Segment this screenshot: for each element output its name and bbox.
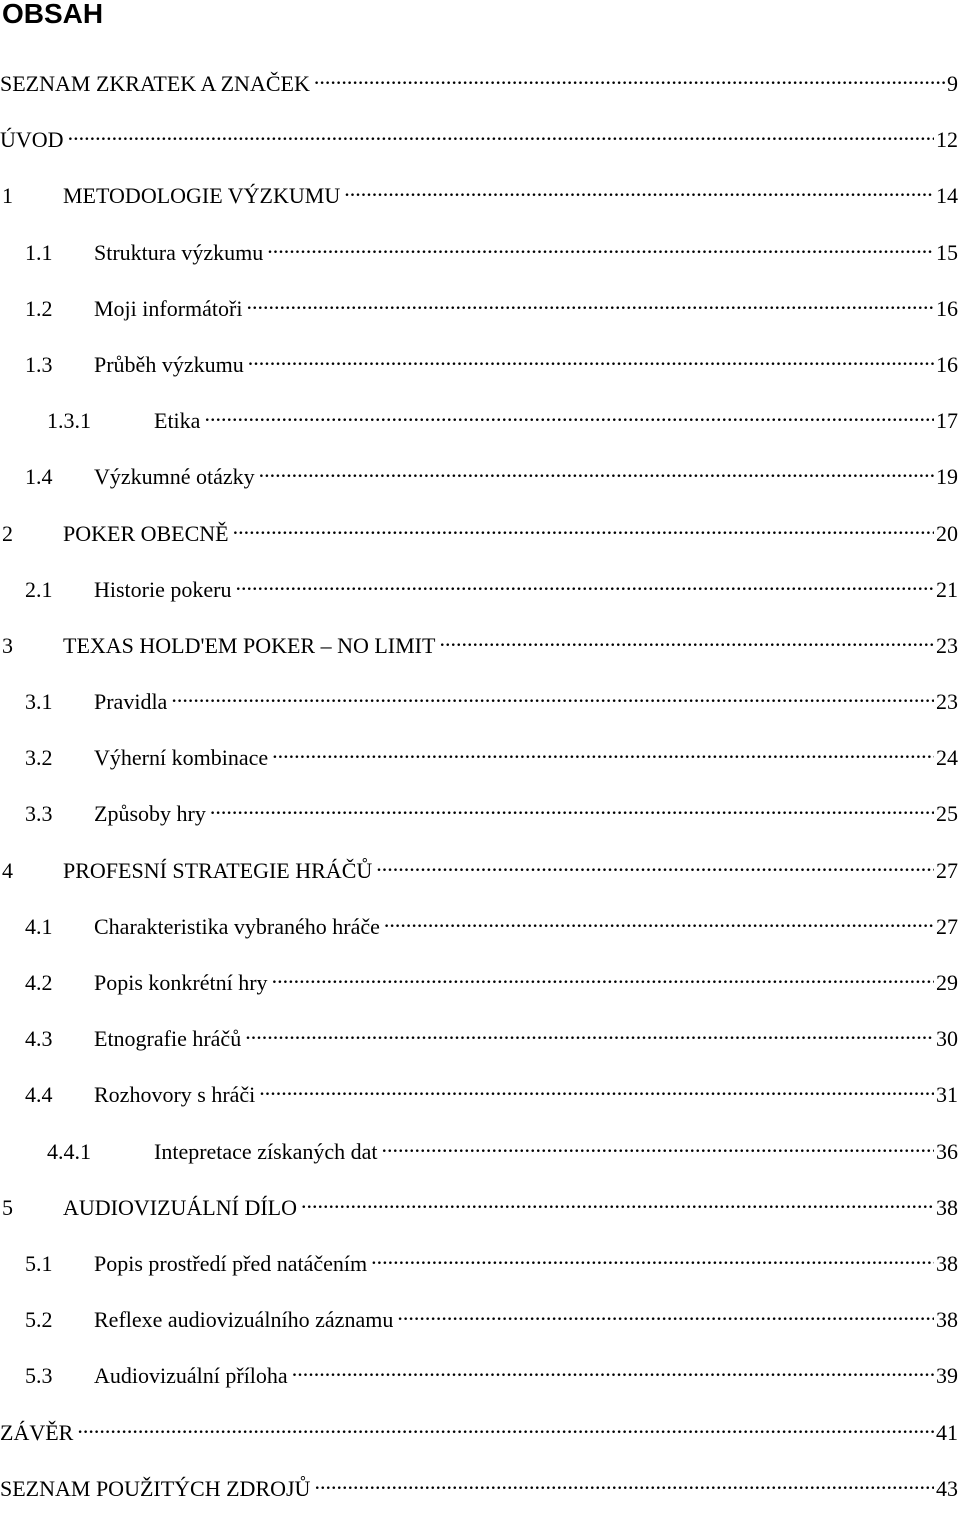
- toc-entry[interactable]: [0, 1075, 958, 1131]
- toc-entry[interactable]: [0, 289, 958, 345]
- toc-entry-page-number: 17: [936, 408, 958, 434]
- page-title: OBSAH: [2, 0, 104, 29]
- toc-entry-page-number: 20: [936, 520, 958, 546]
- toc-entry-title: ÚVOD: [0, 127, 64, 153]
- toc-entry-title: AUDIOVIZUÁLNÍ DÍLO: [63, 1194, 297, 1220]
- toc-entry-page-number: 25: [936, 801, 958, 827]
- toc-entry-page-number: 31: [936, 1082, 958, 1108]
- toc-entry-title: SEZNAM POUŽITÝCH ZDROJŮ: [0, 1475, 311, 1501]
- toc-entry-number: 5.1: [25, 1250, 53, 1276]
- toc-entry-page-number: 38: [936, 1307, 958, 1333]
- toc-entry[interactable]: [0, 1132, 958, 1188]
- toc-entry-number: 1.3: [25, 351, 53, 377]
- toc-entry-number: 4: [2, 857, 13, 883]
- toc-entry-title: Výherní kombinace: [94, 745, 269, 771]
- toc-entry-number: 4.4: [25, 1082, 53, 1108]
- toc-entry-title: Historie pokeru: [94, 576, 232, 602]
- toc-entry-page-number: 38: [936, 1250, 958, 1276]
- toc-entry-title: POKER OBECNĚ: [63, 520, 229, 546]
- toc-entry-title: ZÁVĚR: [0, 1419, 74, 1445]
- toc-entry[interactable]: [0, 851, 958, 907]
- toc-entry-title: Popis konkrétní hry: [94, 970, 268, 995]
- toc-dot-leader: [272, 743, 934, 765]
- toc-entry-title: Etika: [154, 408, 201, 434]
- toc-entry-page-number: 39: [936, 1363, 958, 1389]
- toc-entry-page-number: 12: [936, 127, 958, 153]
- toc-entry-number: 3.3: [25, 801, 53, 827]
- toc-entry-number: 2: [2, 520, 13, 546]
- toc-entry[interactable]: [0, 570, 958, 626]
- toc-entry-number: 5.2: [25, 1307, 53, 1333]
- toc-entry[interactable]: [0, 794, 958, 850]
- toc-entry-page-number: 14: [936, 183, 958, 209]
- toc-entry-title: Intepretace získaných dat: [154, 1138, 378, 1164]
- toc-entry[interactable]: [0, 64, 958, 120]
- toc-entry-title: Etnografie hráčů: [94, 1026, 242, 1052]
- toc-entry-page-number: 19: [936, 464, 958, 490]
- toc-entry-title: Audiovizuální příloha: [94, 1363, 288, 1389]
- toc-entry-page-number: 41: [936, 1419, 958, 1445]
- toc-dot-leader: [314, 69, 945, 91]
- toc-entry-number: 1.1: [25, 239, 53, 265]
- toc-dot-leader: [171, 687, 934, 709]
- toc-entry-page-number: 21: [936, 576, 958, 602]
- table-of-contents: [0, 64, 958, 1525]
- toc-entry[interactable]: [0, 345, 958, 401]
- toc-dot-leader: [210, 799, 934, 821]
- toc-dot-leader: [371, 1249, 934, 1271]
- toc-entry[interactable]: [0, 626, 958, 682]
- toc-dot-leader: [439, 631, 934, 653]
- toc-entry[interactable]: [0, 1019, 958, 1075]
- toc-entry[interactable]: [0, 457, 958, 513]
- toc-entry-number: 3: [2, 632, 13, 658]
- toc-dot-leader: [235, 575, 934, 597]
- toc-entry-title: Moji informátoři: [94, 295, 243, 321]
- toc-dot-leader: [314, 1474, 934, 1496]
- toc-entry-title: METODOLOGIE VÝZKUMU: [63, 183, 341, 209]
- toc-entry-number: 5: [2, 1194, 13, 1220]
- toc-entry-number: 1.4: [25, 464, 53, 490]
- toc-dot-leader: [267, 238, 934, 260]
- toc-entry-page-number: 38: [936, 1194, 958, 1220]
- toc-entry-page-number: 43: [936, 1475, 958, 1501]
- toc-entry[interactable]: [0, 1356, 958, 1412]
- toc-entry-title: Reflexe audiovizuálního záznamu: [94, 1307, 394, 1333]
- toc-entry-title: Rozhovory s hráči: [94, 1082, 256, 1108]
- toc-dot-leader: [301, 1193, 934, 1215]
- toc-entry[interactable]: [0, 1413, 958, 1469]
- toc-entry-title: Výzkumné otázky: [94, 464, 255, 490]
- toc-entry-page-number: 27: [936, 913, 958, 939]
- toc-entry-number: 3.1: [25, 689, 53, 715]
- toc-entry-page-number: 16: [936, 295, 958, 321]
- toc-entry[interactable]: [0, 401, 958, 457]
- toc-entry[interactable]: [0, 176, 958, 232]
- toc-entry-number: 4.1: [25, 913, 53, 939]
- toc-entry-title: Popis prostředí před natáčením: [94, 1250, 368, 1276]
- toc-entry-title: Charakteristika vybraného hráče: [94, 913, 380, 939]
- toc-entry[interactable]: [0, 514, 958, 570]
- toc-entry[interactable]: [0, 1469, 958, 1525]
- toc-dot-leader: [68, 125, 934, 147]
- toc-dot-leader: [344, 181, 934, 203]
- toc-entry-number: 1.2: [25, 295, 53, 321]
- toc-entry-number: 4.4.1: [47, 1138, 91, 1164]
- toc-entry-title: Průběh výzkumu: [94, 351, 244, 377]
- toc-entry[interactable]: [0, 907, 958, 963]
- toc-entry[interactable]: [0, 682, 958, 738]
- toc-entry-page-number: 27: [936, 857, 958, 883]
- toc-entry-number: 1: [2, 183, 13, 209]
- toc-dot-leader: [77, 1418, 934, 1440]
- toc-entry-title: Způsoby hry: [94, 801, 206, 827]
- toc-entry[interactable]: [0, 233, 958, 289]
- toc-dot-leader: [204, 406, 934, 428]
- toc-dot-leader: [259, 462, 934, 484]
- toc-dot-leader: [384, 912, 934, 934]
- toc-entry-title: TEXAS HOLD'EM POKER – NO LIMIT: [63, 632, 436, 658]
- toc-entry-page-number: 15: [936, 239, 958, 265]
- toc-entry[interactable]: [0, 1244, 958, 1300]
- toc-entry-page-number: 16: [936, 351, 958, 377]
- toc-entry-title: Pravidla: [94, 689, 168, 715]
- toc-entry[interactable]: [0, 963, 958, 1019]
- toc-dot-leader: [292, 1361, 934, 1383]
- toc-entry[interactable]: [0, 1300, 958, 1356]
- toc-entry-title: Struktura výzkumu: [94, 239, 264, 265]
- toc-entry-title: PROFESNÍ STRATEGIE HRÁČŮ: [63, 857, 373, 883]
- toc-entry-number: 4.2: [25, 970, 53, 995]
- toc-entry-number: 2.1: [25, 576, 53, 602]
- toc-entry-number: 5.3: [25, 1363, 53, 1389]
- toc-dot-leader: [245, 1024, 934, 1046]
- toc-entry-page-number: 29: [936, 970, 958, 995]
- toc-entry-page-number: 9: [947, 71, 958, 96]
- toc-entry-page-number: 30: [936, 1026, 958, 1052]
- toc-dot-leader: [246, 294, 934, 316]
- toc-entry-page-number: 36: [936, 1138, 958, 1164]
- toc-dot-leader: [233, 519, 934, 541]
- toc-entry[interactable]: [0, 1188, 958, 1244]
- toc-dot-leader: [382, 1137, 934, 1159]
- toc-entry-page-number: 23: [936, 689, 958, 715]
- toc-entry-number: 1.3.1: [47, 408, 91, 434]
- toc-entry-number: 4.3: [25, 1026, 53, 1052]
- toc-dot-leader: [272, 968, 934, 990]
- toc-entry-page-number: 23: [936, 632, 958, 658]
- toc-entry-number: 3.2: [25, 745, 53, 771]
- toc-dot-leader: [259, 1080, 934, 1102]
- toc-dot-leader: [397, 1305, 934, 1327]
- toc-entry-page-number: 24: [936, 745, 958, 771]
- toc-entry-title: SEZNAM ZKRATEK A ZNAČEK: [0, 71, 310, 96]
- toc-dot-leader: [376, 856, 934, 878]
- toc-entry[interactable]: [0, 738, 958, 794]
- toc-dot-leader: [248, 350, 934, 372]
- toc-entry[interactable]: [0, 120, 958, 176]
